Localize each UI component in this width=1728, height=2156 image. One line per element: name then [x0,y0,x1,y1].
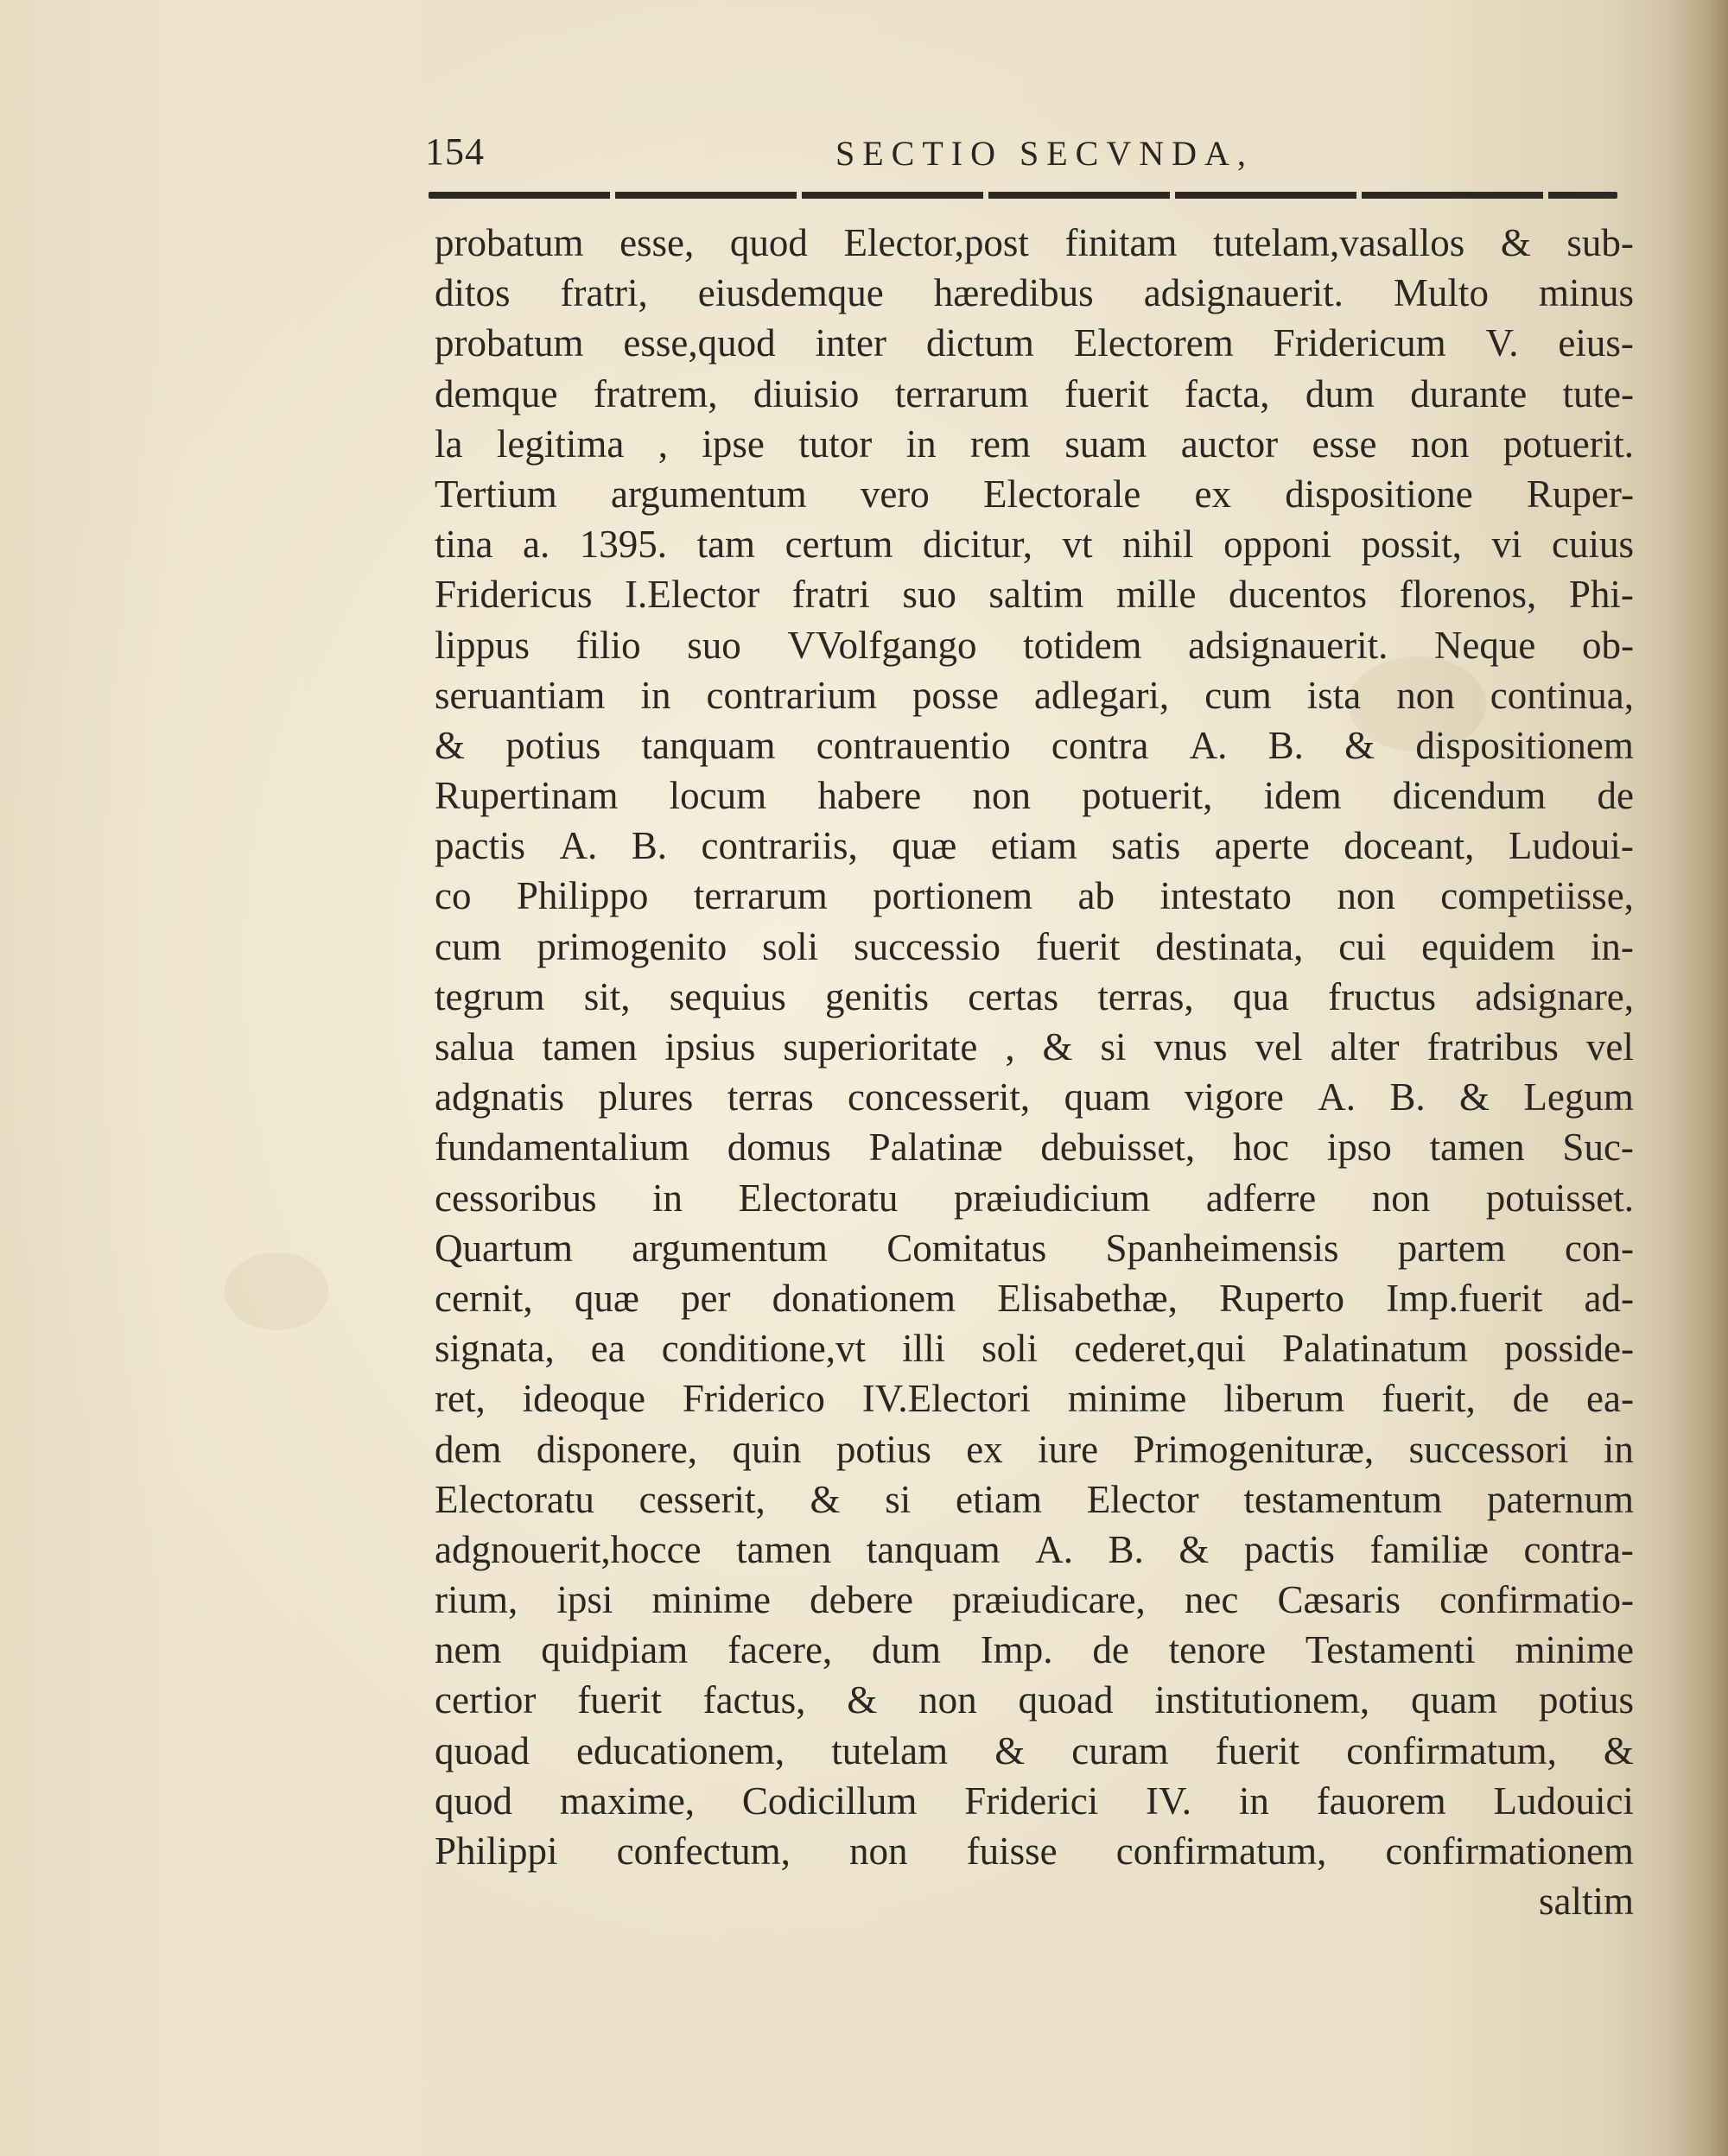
text-line: ret, ideoque Friderico IV.Electori minime liberum fuerit, de ea- [435,1377,1634,1421]
running-head: SECTIO SECVNDA, [835,134,1254,173]
page-number: 154 [425,130,485,173]
paper-stain [225,1252,328,1330]
text-line: quod maxime, Codicillum Friderici IV. in fauorem Ludouici [435,1779,1634,1823]
text-line: & potius tanquam contrauentio contra A. B. & dispositionem [435,723,1634,767]
text-line: dem disponere, quin potius ex iure Primogenituræ, successori in [435,1427,1634,1471]
page-header [425,130,1626,181]
catchword: saltim [1539,1880,1634,1924]
text-line: Quartum argumentum Comitatus Spanheimensis partem con- [435,1226,1634,1270]
text-line: adgnatis plures terras concesserit, quam vigore A. B. & Legum [435,1075,1634,1119]
text-line: co Philippo terrarum portionem ab intestato non competiisse, [435,874,1634,918]
text-line: fundamentalium domus Palatinæ debuisset, hoc ipso tamen Suc- [435,1126,1634,1170]
text-line: Fridericus I.Elector fratri suo saltim mille ducentos florenos, Phi- [435,573,1634,617]
text-line: tegrum sit, sequius genitis certas terras, qua fructus adsignare, [435,974,1634,1018]
text-line: demque fratrem, diuisio terrarum fuerit facta, dum durante tute- [435,371,1634,415]
text-line: cernit, quæ per donationem Elisabethæ, Ruperto Imp.fuerit ad- [435,1276,1634,1320]
text-line: Rupertinam locum habere non potuerit, idem dicendum de [435,774,1634,818]
text-line: probatum esse,quod inter dictum Electorem Fridericum V. eius- [435,321,1634,365]
text-line: cum primogenito soli successio fuerit destinata, cui equidem in- [435,924,1634,968]
text-line: pactis A. B. contrariis, quæ etiam satis aperte doceant, Ludoui- [435,824,1634,868]
text-line: Philippi confectum, non fuisse confirmatum, confirmationem [435,1829,1634,1873]
text-line: quoad educationem, tutelam & curam fuerit confirmatum, & [435,1728,1634,1772]
body-text [435,218,1634,1926]
text-line: adgnouerit,hocce tamen tanquam A. B. & pactis familiæ contra- [435,1527,1634,1571]
text-line: Electoratu cesserit, & si etiam Elector testamentum paternum [435,1477,1634,1521]
text-line: certior fuerit factus, & non quoad institutionem, quam potius [435,1678,1634,1722]
text-line: Tertium argumentum vero Electorale ex dispositione Ruper- [435,472,1634,516]
text-line: nem quidpiam facere, dum Imp. de tenore Testamenti minime [435,1628,1634,1672]
text-line: seruantiam in contrarium posse adlegari, cum ista non continua, [435,673,1634,717]
text-line: cessoribus in Electoratu præiudicium adferre non potuisset. [435,1176,1634,1220]
text-line: tina a. 1395. tam certum dicitur, vt nihil opponi possit, vi cuius [435,523,1634,567]
text-line: lippus filio suo VVolfgango totidem adsignauerit. Neque ob- [435,623,1634,667]
text-line: probatum esse, quod Elector,post finitam tutelam,vasallos & sub- [435,221,1634,264]
text-line: ditos fratri, eiusdemque hæredibus adsignauerit. Multo minus [435,271,1634,315]
text-line: signata, ea conditione,vt illi soli cederet,qui Palatinatum posside- [435,1327,1634,1371]
text-line: rium, ipsi minime debere præiudicare, nec Cæsaris confirmatio- [435,1578,1634,1622]
header-rule [429,192,1617,199]
text-line: la legitima , ipse tutor in rem suam auctor esse non potuerit. [435,422,1634,466]
page-edge-shadow [1668,0,1728,2156]
text-line: salua tamen ipsius superioritate , & si vnus vel alter fratribus vel [435,1025,1634,1068]
catchword-line [435,1876,1634,1926]
